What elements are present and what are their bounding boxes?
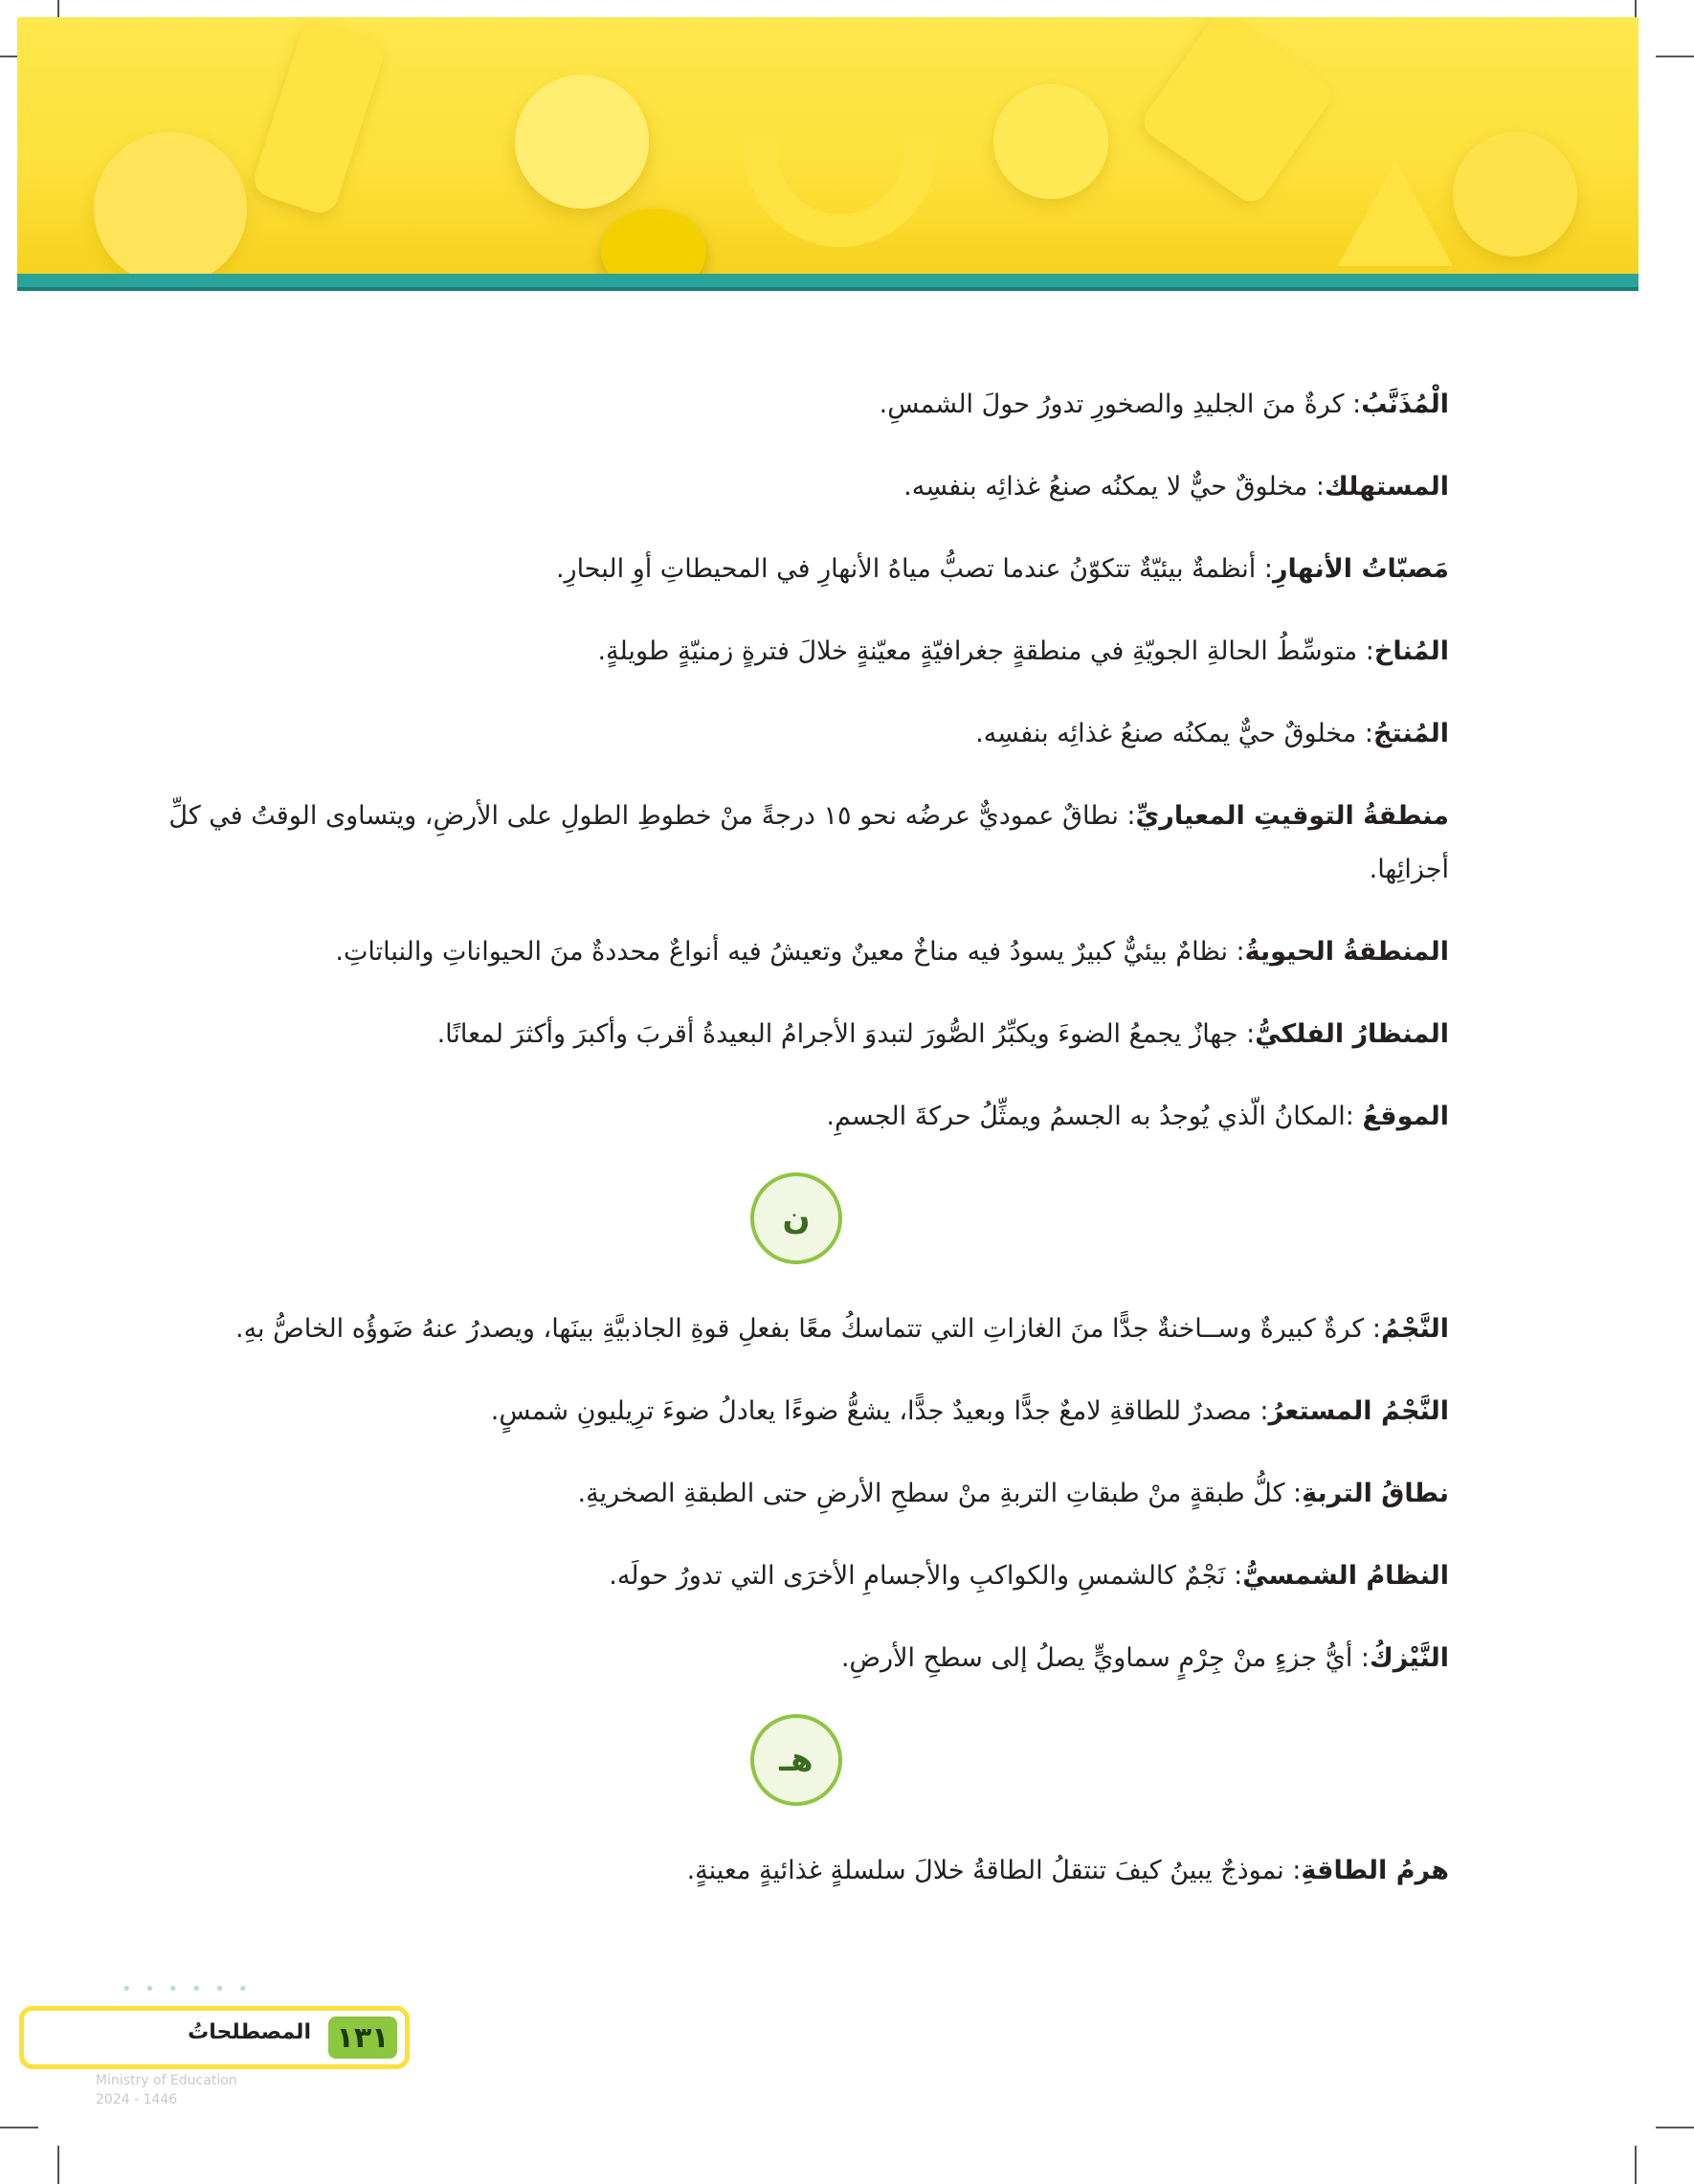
glossary-entry — [144, 543, 1449, 596]
glossary-term: الموقعُ — [1362, 1102, 1449, 1131]
glossary-term: المُناخ — [1373, 636, 1449, 666]
glossary-group-n — [144, 1303, 1449, 1685]
glossary-definition: : نظامٌ بيئيٌّ كبيرٌ يسودُ فيه مناخٌ معينٌ وتعيشُ فيه أنواعٌ محددةٌ منَ الحيواناتِ والنباتاتِ. — [335, 937, 1245, 967]
glossary-definition: : مصدرٌ للطاقةِ لامعٌ جدًّا وبعيدٌ جدًّا، يشعُّ ضوءًا يعادلُ ضوءَ ترِيليونِ شمسٍ. — [490, 1396, 1269, 1426]
glossary-definition: : كلُّ طبقةٍ منْ طبقاتِ التربةِ منْ سطحِ الأرضِ حتى الطبقةِ الصخريةِ. — [577, 1479, 1303, 1508]
glossary-entry — [144, 1385, 1449, 1438]
glossary-entry — [144, 707, 1449, 761]
banner-decoration — [1453, 132, 1577, 256]
letter-heading-noon: ن — [750, 1172, 842, 1264]
glossary-term: المُنتجُ — [1373, 719, 1449, 748]
glossary-definition: : كرةٌ كبيرةٌ وســاخنةٌ جدًّا منَ الغازاتِ التي تتماسكُ معًا بفعلِ قوةِ الجاذبيَّةِ بينَها، ويصدرُ عنهُ ضَوؤُه الخاصُّ بهِ. — [235, 1314, 1381, 1344]
watermark-english: Ministry of Education — [96, 2073, 237, 2088]
header-banner — [17, 17, 1638, 274]
glossary-term: المنطقةُ الحيويةُ — [1244, 937, 1449, 967]
glossary-entry — [144, 625, 1449, 679]
glossary-term: الْمُذَنَّبُ — [1361, 390, 1449, 419]
glossary-entry — [144, 1549, 1449, 1603]
glossary-definition: : كرةٌ منَ الجليدِ والصخورِ تدورُ حولَ الشمسِ. — [879, 390, 1362, 419]
crop-mark — [1656, 2127, 1694, 2128]
letter-heading-ha: هـ — [750, 1714, 842, 1806]
glossary-definition: : أيُّ جزءٍ منْ جِرْمٍ سماويٍّ يصلُ إلى سطحِ الأرضِ. — [840, 1643, 1371, 1673]
glossary-entry — [144, 790, 1449, 897]
crop-mark — [1635, 2146, 1637, 2184]
glossary-content — [144, 378, 1449, 1927]
glossary-definition: :المكانُ الّذي يُوجدُ به الجسمُ ويمثِّلُ حركةَ الجسمِ. — [826, 1102, 1363, 1131]
glossary-definition: : نَجْمٌ كالشمسِ والكواكبِ والأجسامِ الأخرَى التي تدورُ حولَه. — [609, 1561, 1243, 1591]
banner-decoration — [601, 209, 706, 274]
glossary-definition: : جهازٌ يجمعُ الضوءَ ويكبِّرُ الصُّورَ لتبدوَ الأجرامُ البعيدةُ أقربَ وأكبرَ وأكثرَ لمعانًا. — [436, 1019, 1256, 1049]
glossary-term: النظامُ الشمسيُّ — [1242, 1561, 1449, 1591]
glossary-term: المنظارُ الفلكيُّ — [1255, 1019, 1449, 1049]
glossary-definition: : مخلوقٌ حيٌّ يمكنُه صنعُ غذائِه بنفسِه. — [975, 719, 1373, 748]
watermark-year: 2024 - 1446 — [96, 2092, 178, 2107]
glossary-entry — [144, 460, 1449, 514]
banner-decoration — [1338, 161, 1453, 266]
page-footer — [19, 2006, 410, 2069]
logo-dots: • • • • • • — [121, 1979, 253, 1999]
banner-decoration — [94, 132, 247, 274]
header-divider-shadow — [17, 287, 1638, 291]
glossary-term: النَّجْمُ المستعرُ — [1268, 1396, 1449, 1426]
banner-decoration — [250, 18, 388, 218]
glossary-definition: : أنظمةٌ بيئيّةٌ تتكوّنُ عندما تصبُّ مياهُ الأنهارِ في المحيطاتِ أوِ البحارِ. — [555, 554, 1273, 584]
glossary-term: نطاقُ التربةِ — [1302, 1479, 1449, 1508]
crop-mark — [1656, 56, 1694, 57]
glossary-entry — [144, 925, 1449, 979]
section-label: المصطلحاتُ — [188, 2020, 311, 2044]
glossary-entry — [144, 1632, 1449, 1685]
banner-decoration — [1138, 17, 1338, 208]
glossary-group-m — [144, 378, 1449, 1144]
glossary-definition: : متوسِّطُ الحالةِ الجويّةِ في منطقةٍ جغرافيّةٍ معيّنةٍ خلالَ فترةٍ زمنيّةٍ طويلةٍ. — [597, 636, 1374, 666]
glossary-entry — [144, 1467, 1449, 1521]
banner-decoration — [993, 84, 1108, 199]
glossary-term: مَصبّاتُ الأنهارِ — [1272, 554, 1449, 584]
glossary-term: النَّجْمُ — [1380, 1314, 1449, 1344]
glossary-group-h — [144, 1844, 1449, 1898]
glossary-term: هرمُ الطاقةِ — [1301, 1856, 1449, 1885]
glossary-definition: : مخلوقٌ حيٌّ لا يمكنُه صنعُ غذائِه بنفسِه. — [903, 472, 1326, 501]
glossary-entry — [144, 1008, 1449, 1061]
glossary-entry — [144, 1303, 1449, 1356]
glossary-definition: : نموذجٌ يبينُ كيفَ تنتقلُ الطاقةُ خلالَ سلسلةٍ غذائيةٍ معينةٍ. — [686, 1856, 1302, 1885]
glossary-definition: : نطاقٌ عموديٌّ عرضُه نحو ١٥ درجةً منْ خطوطِ الطولِ على الأرضِ، ويتساوى الوقتُ في كلِّ أجزائِها. — [168, 801, 1449, 884]
glossary-term: منطقةُ التوقيتِ المعياريِّ — [1135, 801, 1449, 831]
glossary-entry — [144, 1844, 1449, 1898]
glossary-term: المستهلك — [1325, 472, 1449, 501]
glossary-entry — [144, 1090, 1449, 1144]
crop-mark — [0, 2127, 38, 2128]
glossary-term: النَّيْزكُ — [1370, 1643, 1449, 1673]
banner-decoration — [745, 132, 936, 247]
page-number: ١٣١ — [328, 2017, 397, 2059]
glossary-entry — [144, 378, 1449, 432]
crop-mark — [57, 2146, 59, 2184]
banner-decoration — [515, 75, 649, 209]
